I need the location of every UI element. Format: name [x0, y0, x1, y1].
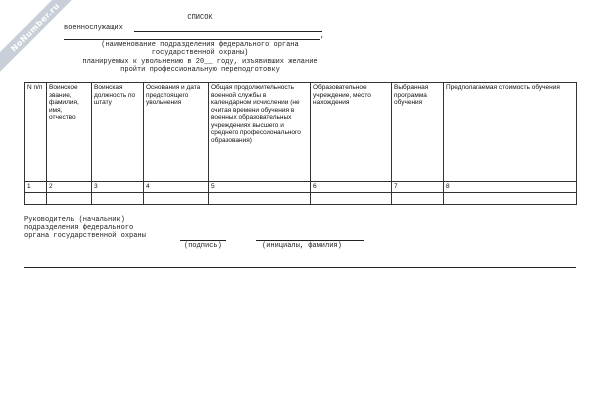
header-cell: Выбранная программа обучения — [392, 83, 444, 182]
document-title: СПИСОК — [187, 14, 213, 22]
entry-cell[interactable] — [209, 192, 311, 204]
head-title-line-2: подразделения федерального — [24, 224, 134, 232]
table-header-row — [25, 83, 577, 182]
entry-cell[interactable] — [92, 192, 144, 204]
column-number: 1 — [25, 182, 47, 193]
planned-line: планируемых к увольнению в 20__ году, изъявивших желание — [82, 58, 318, 66]
watermark-text: NoNumber.ru — [8, 0, 62, 54]
line-end-comma: , — [320, 32, 325, 40]
servicemen-table — [24, 82, 577, 205]
servicemen-label: военнослужащих — [64, 24, 123, 32]
column-number-row — [25, 182, 577, 193]
header-cell: Общая продолжительность военной службы в календарном исчислении (не считая времени обучения в военных образовательных учреждениях высшего и среднего профессионального образования) — [209, 83, 311, 182]
column-number: 5 — [209, 182, 311, 193]
header-cell: Предполагаемая стоимость обучения — [444, 83, 577, 182]
entry-cell[interactable] — [25, 192, 47, 204]
header-cell: N п/п — [25, 83, 47, 182]
column-number: 7 — [392, 182, 444, 193]
column-number: 8 — [444, 182, 577, 193]
bottom-rule — [24, 267, 576, 268]
header-cell: Образовательное учреждение, место нахождения — [311, 83, 392, 182]
entry-cell[interactable] — [47, 192, 92, 204]
signature-line — [180, 240, 226, 241]
column-number: 3 — [92, 182, 144, 193]
training-line: пройти профессиональную переподготовку — [120, 66, 280, 74]
header-cell: Основания и дата предстоящего увольнения — [144, 83, 209, 182]
entry-cell[interactable] — [444, 192, 577, 204]
column-number: 4 — [144, 182, 209, 193]
name-caption: (инициалы, фамилия) — [262, 242, 342, 250]
unit-caption-1: (наименование подразделения федерального органа — [101, 41, 299, 49]
unit-fill-line-1 — [134, 31, 322, 32]
entry-cell[interactable] — [144, 192, 209, 204]
head-title-line-1: Руководитель (начальник) — [24, 216, 125, 224]
signature-caption: (подпись) — [184, 242, 222, 250]
unit-caption-2: государственной охраны) — [151, 49, 249, 57]
header-cell: Воинская должность по штату — [92, 83, 144, 182]
column-number: 6 — [311, 182, 392, 193]
column-number: 2 — [47, 182, 92, 193]
head-title-line-3: органа государственной охраны — [24, 232, 146, 240]
name-line — [256, 240, 364, 241]
entry-cell[interactable] — [311, 192, 392, 204]
entry-cell[interactable] — [392, 192, 444, 204]
unit-fill-line-2 — [64, 39, 320, 40]
empty-entry-row — [25, 192, 577, 204]
header-cell: Воинское звание, фамилия, имя, отчество — [47, 83, 92, 182]
